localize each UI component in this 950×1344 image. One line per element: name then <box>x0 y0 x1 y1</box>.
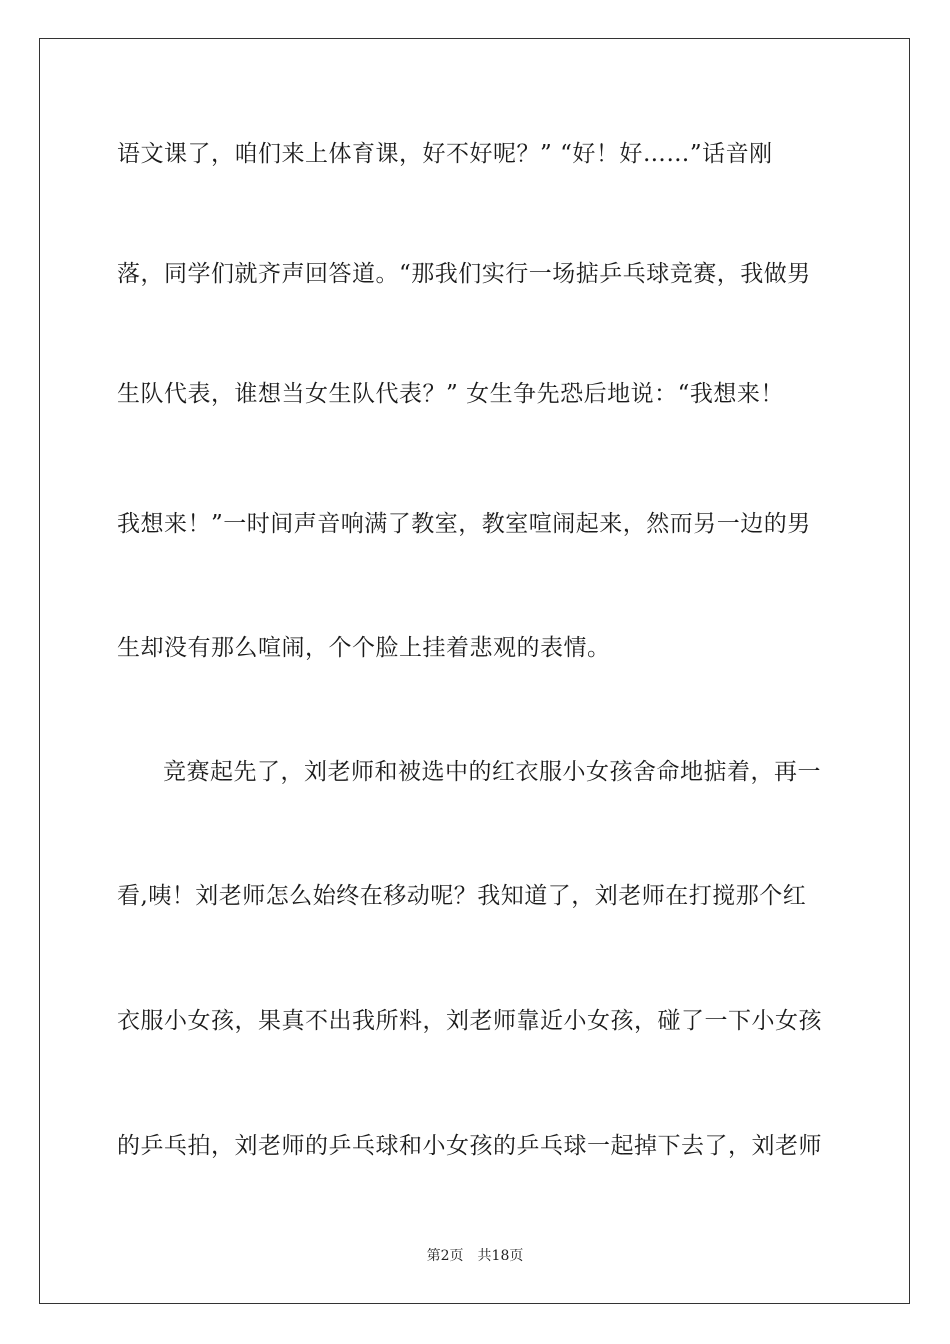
page-footer <box>0 1247 950 1265</box>
text-line-4: 我想来！”一时间声音响满了教室，教室喧闹起来，然而另一边的男 <box>117 511 811 537</box>
text-line-9: 的乒乓拍，刘老师的乒乓球和小女孩的乒乓球一起掉下去了，刘老师 <box>117 1133 822 1159</box>
text-line-6: 竞赛起先了，刘老师和被选中的红衣服小女孩舍命地掂着，再一 <box>163 759 821 785</box>
page-border <box>39 38 910 1304</box>
page-number: 第2页 <box>426 1248 464 1264</box>
text-line-8: 衣服小女孩，果真不出我所料，刘老师靠近小女孩，碰了一下小女孩 <box>117 1008 822 1034</box>
text-line-2: 落，同学们就齐声回答道。“那我们实行一场掂乒乓球竞赛，我做男 <box>117 261 811 287</box>
total-pages: 共18页 <box>477 1248 524 1264</box>
text-line-5: 生却没有那么喧闹，个个脸上挂着悲观的表情。 <box>117 635 611 661</box>
text-line-1: 语文课了，咱们来上体育课，好不好呢？” “好！好……”话音刚 <box>117 141 773 167</box>
text-line-3: 生队代表，谁想当女生队代表？” 女生争先恐后地说：“我想来！ <box>117 381 784 407</box>
text-line-7: 看,咦！刘老师怎么始终在移动呢？我知道了，刘老师在打搅那个红 <box>117 883 807 909</box>
